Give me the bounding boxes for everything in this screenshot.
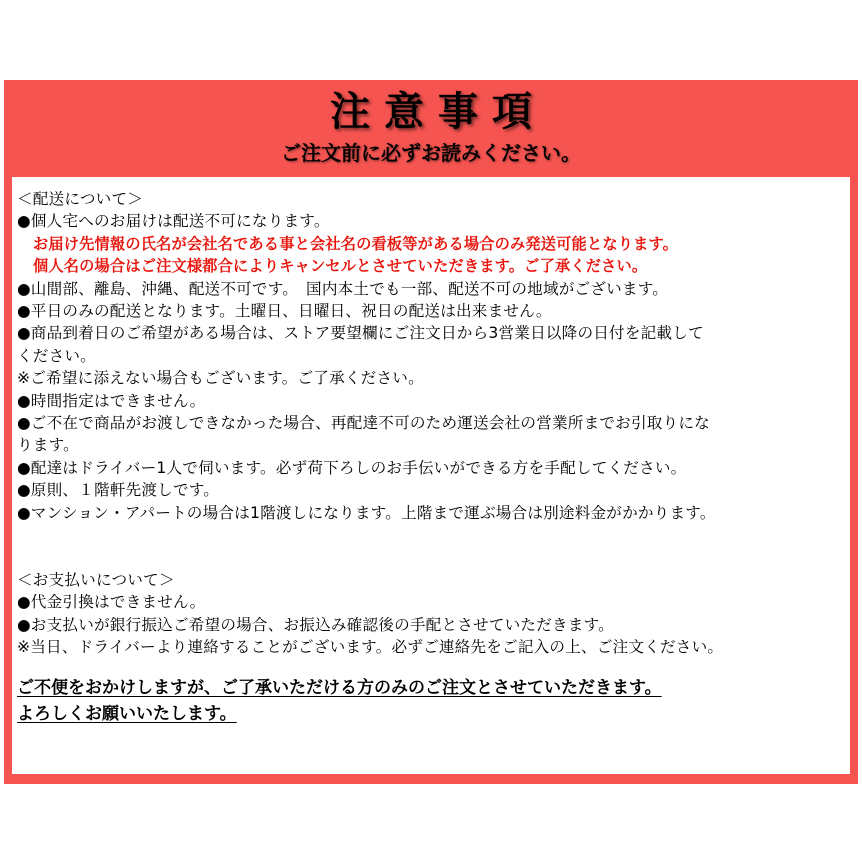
delivery-line: ●商品到着日のご希望がある場合は、ストア要望欄にご注文日から3営業日以降の日付を記載して [17,324,704,343]
delivery-line: ●配達はドライバー1人で伺います。必ず荷下ろしのお手伝いができる方を手配してください。 [17,458,687,477]
page-title: 注意事項 [330,89,546,135]
section-spacer [17,659,850,675]
notice-header [4,80,858,175]
delivery-line: ●平日のみの配送となります。土曜日、日曜日、祝日の配送は出来ません。 [17,302,552,321]
notice-body [12,177,850,774]
payment-line: ●お支払いが銀行振込ご希望の場合、お振込み確認後の手配とさせていただきます。 [17,615,614,634]
delivery-line: ●時間指定はできません。 [17,391,206,410]
delivery-line: ります。 [17,436,79,455]
delivery-warning-line: 個人名の場合はご注文様都合によりキャンセルとさせていただきます。ご了承ください。 [33,257,648,276]
payment-line: ※当日、ドライバーより連絡することがございます。必ずご連絡先をご記入の上、ご注文ください。 [17,638,724,657]
delivery-line: ●原則、１階軒先渡しです。 [17,481,220,500]
closing-line: よろしくお願いいたします。 [17,703,237,724]
page-subtitle: ご注文前に必ずお読みください。 [281,141,581,165]
delivery-line: ください。 [17,346,96,365]
delivery-line: ●ご不在で商品がお渡しできなかった場合、再配達不可のため運送会社の営業所までお引取りにな [17,414,710,433]
section-spacer [17,524,850,546]
delivery-line: ●マンション・アパートの場合は1階渡しになります。上階まで運ぶ場合は別途料金がかかります。 [17,503,716,522]
delivery-line: ●個人宅へのお届けは配送不可になります。 [17,212,330,231]
notice-frame [4,80,858,784]
payment-line: ●代金引換はできません。 [17,593,206,612]
delivery-warning-line: お届け先情報の氏名が会社名である事と会社名の看板等がある場合のみ発送可能となります。 [33,234,679,253]
payment-heading: ＜お支払いについて＞ [17,570,175,589]
delivery-line: ●山間部、離島、沖縄、配送不可です。 国内本土でも一部、配送不可の地域がございます。 [17,279,669,298]
delivery-line: ※ご希望に添えない場合もございます。ご了承ください。 [17,369,424,388]
section-spacer [17,546,850,568]
delivery-heading: ＜配送について＞ [17,190,144,208]
closing-line: ご不便をおかけしますが、ご了承いただける方のみのご注文とさせていただきます。 [17,677,662,698]
